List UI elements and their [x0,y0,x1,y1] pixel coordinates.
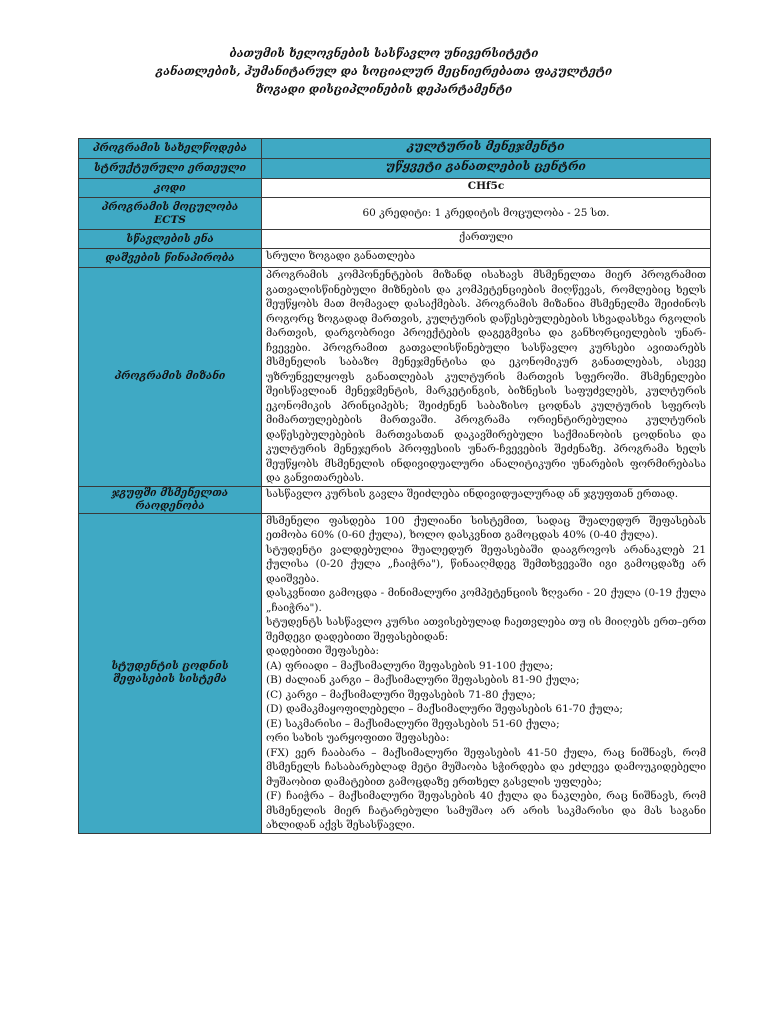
label-program-name: პროგრამის სახელწოდება [79,139,262,159]
assessment-line: მსმენელი ფასდება 100 ქულიანი სისტემით, სადაც შუალედურ შეფასებას ეთმობა 60% (0-60 ქულა), ხოლო დასკვნით გამოცდას 40% (0-40 ქულა). [266,514,706,541]
label-prerequisite: დაშვების წინაპირობა [79,249,262,268]
assessment-grade-b: (B) ძალიან კარგი – მაქსიმალური შეფასების 81-90 ქულა; [266,674,580,686]
assessment-line: სტუდენტს სასწავლო კურსი ათვისებულად ჩაეთვლება თუ ის მიიღებს ერთ–ერთ შემდეგი დადებითი შეფასებიდან: [266,616,706,643]
value-language: ქართული [262,230,711,249]
row-group-size [79,486,711,513]
university-name: ბათუმის ხელოვნების სასწავლო უნივერსიტეტი [229,46,539,60]
row-prerequisite [79,249,711,268]
assessment-grade-c: (C) კარგი – მაქსიმალური შეფასების 71-80 ქულა; [266,688,536,701]
department-name: ზოგადი დისციპლინების დეპარტამენტი [255,82,513,96]
assessment-grade-e: (E) საკმარისი – მაქსიმალური შეფასების 51-60 ქულა; [266,717,560,730]
value-structural-unit: უწყვეტი განათლების ცენტრი [262,159,711,179]
label-assessment: სტუდენტის ცოდნის შეფასების სისტემა [79,513,262,833]
assessment-line: ორი სახის უარყოფითი შეფასება: [266,732,450,744]
row-assessment [79,513,711,833]
assessment-grade-a: (A) ფრიადი – მაქსიმალური შეფასების 91-100 ქულა; [266,659,554,672]
label-language: სწავლების ენა [79,230,262,249]
label-program-goal: პროგრამის მიზანი [79,268,262,487]
label-volume-line2: ECTS [154,213,186,226]
assessment-grade-d: (D) დამაკმაყოფილებელი – მაქსიმალური შეფასების 61-70 ქულა; [266,703,623,715]
value-program-name: კულტურის მენეჯმენტი [262,139,711,159]
assessment-line: დადებითი შეფასება: [266,645,380,657]
label-code: კოდი [79,179,262,198]
row-program-goal [79,268,711,487]
label-structural-unit: სტრუქტურული ერთეული [79,159,262,179]
assessment-grade-f: (F) ჩაიჭრა – მაქსიმალური შეფასების 40 ქულა და ნაკლები, რაც ნიშნავს, რომ მსმენელის მიერ ჩატარებული სამუშაო არ არის საკმარისი და მას საგანი ახლიდან აქვს შესასწავლი. [266,790,706,831]
value-volume: 60 კრედიტი: 1 კრედიტის მოცულობა - 25 სთ. [262,198,711,230]
row-program-name [79,139,711,159]
label-volume-line1: პროგრამის მოცულობა [101,200,239,213]
row-volume [79,198,711,230]
label-group-size: ჯგუფში მსმენელთა რაოდენობა [79,486,262,513]
value-code: CHf5c [262,179,711,198]
label-volume [79,198,262,230]
program-table [78,138,711,834]
row-language [79,230,711,249]
value-program-goal: პროგრამის კომპონენტების მიზანდ ისახავს მსმენელთა მიერ პროგრამით გათვალისწინებული მიზნების და კომპეტენციების მიღწევას, რომლებიც ხელს შეუწყობს მათ მომავალ დასაქმებას. პროგრამის მიზანია მსმენელმა შეიძინოს როგორც ზოგადად მართვის, კულტურის დაწესებულებების სხვადასხვა რგოლის მართვის, დარგობრივი პროექტების დაგეგმვისა და განხორციელების უნარ-ჩვევები. პროგრამით გათვალისწინებული სასწავლო კურსები ავითარებს მსმენელის საბაზო მენეჯმენტისა და ეკონომიკურ განათლებას, ასევე უზრუნველყოფს განათლებას კულტურის მართვის სფეროში. მსმენელები შეისწავლიან მენეჯმენტის, მარკეტინგის, ბიზნესის საფუძვლებს, კულტურის ეკონომიკის პრინციპებს; შეიძენენ საბაზისო ცოდნას კულტურის სფეროს მიმართულებების მართვაში. პროგრამა ორიენტირებულია კულტურის დაწესებულებების მართვასთან დაკავშირებული საქმიანობის ცოდნისა და კულტურის მენეჯერის პროფესიის უნარ-ჩვევების შეძენაზე. პროგრამა ხელს შეუწყობს მსმენელის ინდივიდუალური ანალიტიკური უნარების ფორმირებასა და განვითარებას. [262,268,711,487]
faculty-name: განათლების, ჰუმანიტარულ და სოციალურ მეცნიერებათა ფაკულტეტი [155,64,613,78]
assessment-line: სტუდენტი ვალდებულია შუალედურ შეფასებაში დააგროვოს არანაკლებ 21 ქულისა (0-20 ქულა „ჩაიჭრა"), წინააღმდეგ შემთხვევაში იგი გამოცდაზე არ დაიშვება. [266,543,706,585]
document-header [0,44,768,98]
assessment-grade-fx: (FX) ვერ ჩააბარა – მაქსიმალური შეფასების 41-50 ქულა, რაც ნიშნავს, რომ მსმენელს ჩასაბარებლად მეტი მუშაობა სჭირდება და ეძლევა დამოუკიდებელი მუშაობით დამატებით გამოცდაზე ერთხელ გასვლის უფლება; [266,746,706,788]
row-structural-unit [79,159,711,179]
row-code [79,179,711,198]
value-prerequisite: სრული ზოგადი განათლება [262,249,711,268]
value-group-size: სასწავლო კურსის გავლა შეიძლება ინდივიდუალურად ან ჯგუფთან ერთად. [262,486,711,513]
assessment-line: დასკვნითი გამოცდა - მინიმალური კომპეტენციის ზღვარი - 20 ქულა (0-19 ქულა „ჩაიჭრა"). [266,587,706,614]
value-assessment [262,513,711,833]
